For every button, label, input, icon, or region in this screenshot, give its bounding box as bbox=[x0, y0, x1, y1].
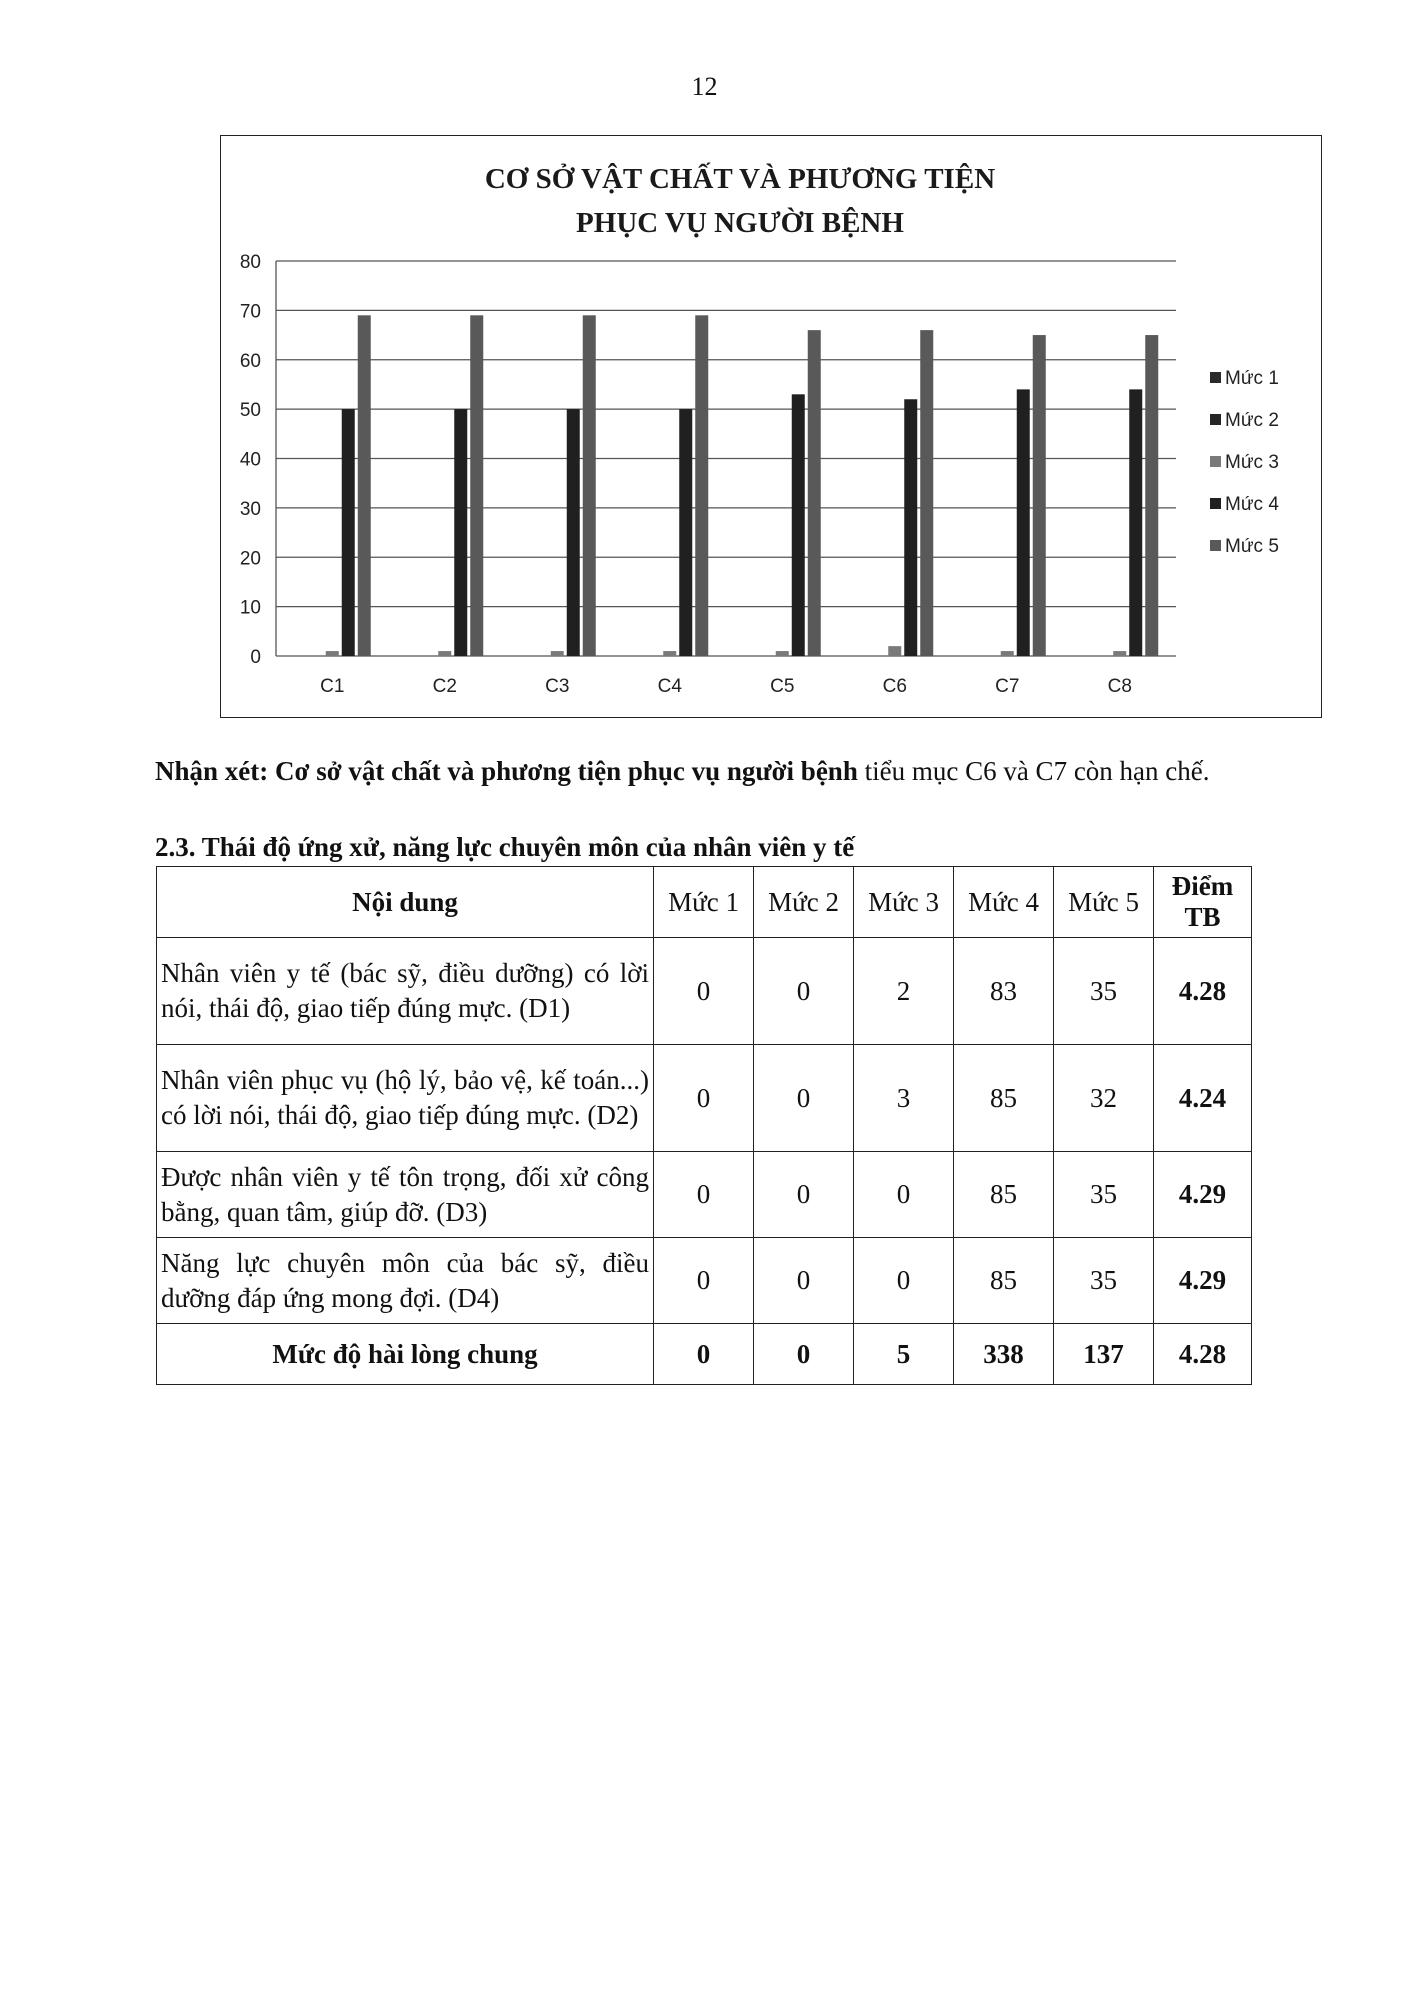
x-tick-label: C8 bbox=[1107, 676, 1132, 697]
row-average: 4.24 bbox=[1154, 1045, 1252, 1152]
y-tick-label: 80 bbox=[239, 252, 261, 273]
legend-swatch bbox=[1210, 456, 1221, 467]
header-level-4: Mức 4 bbox=[954, 867, 1054, 938]
header-level-3: Mức 3 bbox=[854, 867, 954, 938]
header-level-1: Mức 1 bbox=[654, 867, 754, 938]
row-level-4: 85 bbox=[954, 1152, 1054, 1238]
row-content: Năng lực chuyên môn của bác sỹ, điều dưỡng đáp ứng mong đợi. (D4) bbox=[157, 1238, 654, 1324]
row-level-1: 0 bbox=[654, 1238, 754, 1324]
remark-rest: tiểu mục C6 và C7 còn hạn chế. bbox=[864, 756, 1210, 786]
row-level-2: 0 bbox=[754, 1152, 854, 1238]
bar-c4-level-3 bbox=[663, 651, 676, 656]
row-level-1: 0 bbox=[654, 1152, 754, 1238]
bar-c2-level-3 bbox=[438, 651, 451, 656]
y-tick-label: 30 bbox=[239, 498, 261, 520]
row-content: Được nhân viên y tế tôn trọng, đối xử công bằng, quan tâm, giúp đỡ. (D3) bbox=[157, 1152, 654, 1238]
bar-c2-level-4 bbox=[454, 409, 467, 656]
ratings-table bbox=[156, 866, 1252, 1385]
total-level-1: 0 bbox=[654, 1324, 754, 1385]
legend-label: Mức 2 bbox=[1225, 410, 1279, 431]
bar-c4-level-4 bbox=[679, 409, 692, 656]
bar-c1-level-4 bbox=[342, 409, 355, 656]
x-tick-label: C1 bbox=[320, 676, 345, 697]
row-level-2: 0 bbox=[754, 938, 854, 1045]
remark-bold-text: Cơ sở vật chất và phương tiện phục vụ người bệnh bbox=[275, 756, 858, 786]
bar-c8-level-3 bbox=[1113, 651, 1126, 656]
row-average: 4.29 bbox=[1154, 1152, 1252, 1238]
chart-title-line: PHỤC VỤ NGƯỜI BỆNH bbox=[576, 207, 904, 239]
bar-c3-level-4 bbox=[567, 409, 580, 656]
remark-paragraph bbox=[155, 752, 1305, 790]
bar-c6-level-4 bbox=[904, 399, 917, 656]
row-average: 4.28 bbox=[1154, 938, 1252, 1045]
row-content: Nhân viên phục vụ (hộ lý, bảo vệ, kế toán...) có lời nói, thái độ, giao tiếp đúng mực. (D2) bbox=[157, 1045, 654, 1152]
y-tick-label: 60 bbox=[239, 350, 261, 372]
legend-label: Mức 5 bbox=[1225, 536, 1279, 557]
total-average: 4.28 bbox=[1154, 1324, 1252, 1385]
x-tick-label: C7 bbox=[995, 676, 1020, 697]
table-row bbox=[157, 1045, 1252, 1152]
legend-swatch bbox=[1210, 540, 1221, 551]
legend-label: Mức 1 bbox=[1225, 368, 1279, 389]
table-header-row bbox=[157, 867, 1252, 938]
header-level-5: Mức 5 bbox=[1054, 867, 1154, 938]
total-level-2: 0 bbox=[754, 1324, 854, 1385]
header-average: Điểm TB bbox=[1154, 867, 1252, 938]
bar-c3-level-3 bbox=[551, 651, 564, 656]
bar-c4-level-5 bbox=[695, 315, 708, 656]
row-level-1: 0 bbox=[654, 1045, 754, 1152]
bar-c7-level-5 bbox=[1033, 335, 1046, 656]
row-level-5: 35 bbox=[1054, 1238, 1154, 1324]
row-level-3: 3 bbox=[854, 1045, 954, 1152]
total-level-5: 137 bbox=[1054, 1324, 1154, 1385]
bar-c8-level-5 bbox=[1145, 335, 1158, 656]
bar-chart bbox=[220, 135, 1322, 718]
chart-svg bbox=[221, 136, 1320, 716]
x-tick-label: C3 bbox=[545, 676, 570, 697]
bar-c5-level-3 bbox=[776, 651, 789, 656]
table-total-row bbox=[157, 1324, 1252, 1385]
y-tick-label: 40 bbox=[239, 449, 261, 471]
bar-c7-level-3 bbox=[1001, 651, 1014, 656]
total-level-3: 5 bbox=[854, 1324, 954, 1385]
row-level-3: 0 bbox=[854, 1238, 954, 1324]
bar-c6-level-5 bbox=[920, 330, 933, 656]
x-tick-label: C5 bbox=[770, 676, 795, 697]
section-heading: 2.3. Thái độ ứng xử, năng lực chuyên môn của nhân viên y tế bbox=[155, 832, 855, 862]
legend-swatch bbox=[1210, 372, 1221, 383]
x-tick-label: C4 bbox=[657, 676, 682, 697]
y-tick-label: 70 bbox=[239, 301, 261, 323]
row-level-4: 85 bbox=[954, 1238, 1054, 1324]
legend-swatch bbox=[1210, 498, 1221, 509]
remark-label: Nhận xét: bbox=[155, 756, 269, 786]
legend-label: Mức 3 bbox=[1225, 452, 1279, 473]
bar-c7-level-4 bbox=[1017, 389, 1030, 656]
row-level-4: 83 bbox=[954, 938, 1054, 1045]
bar-c1-level-5 bbox=[358, 315, 371, 656]
bar-c5-level-5 bbox=[808, 330, 821, 656]
bar-c8-level-4 bbox=[1129, 389, 1142, 656]
bar-c3-level-5 bbox=[583, 315, 596, 656]
row-average: 4.29 bbox=[1154, 1238, 1252, 1324]
x-tick-label: C6 bbox=[882, 676, 907, 697]
y-tick-label: 50 bbox=[239, 400, 261, 422]
row-content: Nhân viên y tế (bác sỹ, điều dưỡng) có lời nói, thái độ, giao tiếp đúng mực. (D1) bbox=[157, 938, 654, 1045]
table-row bbox=[157, 1152, 1252, 1238]
x-tick-label: C2 bbox=[432, 676, 457, 697]
row-level-4: 85 bbox=[954, 1045, 1054, 1152]
total-label: Mức độ hài lòng chung bbox=[157, 1324, 654, 1385]
row-level-2: 0 bbox=[754, 1045, 854, 1152]
row-level-2: 0 bbox=[754, 1238, 854, 1324]
header-level-2: Mức 2 bbox=[754, 867, 854, 938]
row-level-5: 35 bbox=[1054, 1152, 1154, 1238]
row-level-1: 0 bbox=[654, 938, 754, 1045]
table-row bbox=[157, 938, 1252, 1045]
y-tick-label: 0 bbox=[250, 647, 261, 668]
table-row bbox=[157, 1238, 1252, 1324]
header-content: Nội dung bbox=[157, 867, 654, 938]
row-level-5: 32 bbox=[1054, 1045, 1154, 1152]
chart-title-line: CƠ SỞ VẬT CHẤT VÀ PHƯƠNG TIỆN bbox=[484, 163, 996, 195]
bar-c1-level-3 bbox=[326, 651, 339, 656]
page-number: 12 bbox=[691, 72, 718, 101]
row-level-3: 0 bbox=[854, 1152, 954, 1238]
bar-c6-level-3 bbox=[888, 646, 901, 656]
legend-swatch bbox=[1210, 414, 1221, 425]
bar-c5-level-4 bbox=[792, 394, 805, 656]
y-tick-label: 10 bbox=[239, 597, 261, 619]
legend-label: Mức 4 bbox=[1225, 494, 1279, 515]
row-level-5: 35 bbox=[1054, 938, 1154, 1045]
y-tick-label: 20 bbox=[239, 548, 261, 570]
row-level-3: 2 bbox=[854, 938, 954, 1045]
bar-c2-level-5 bbox=[470, 315, 483, 656]
total-level-4: 338 bbox=[954, 1324, 1054, 1385]
